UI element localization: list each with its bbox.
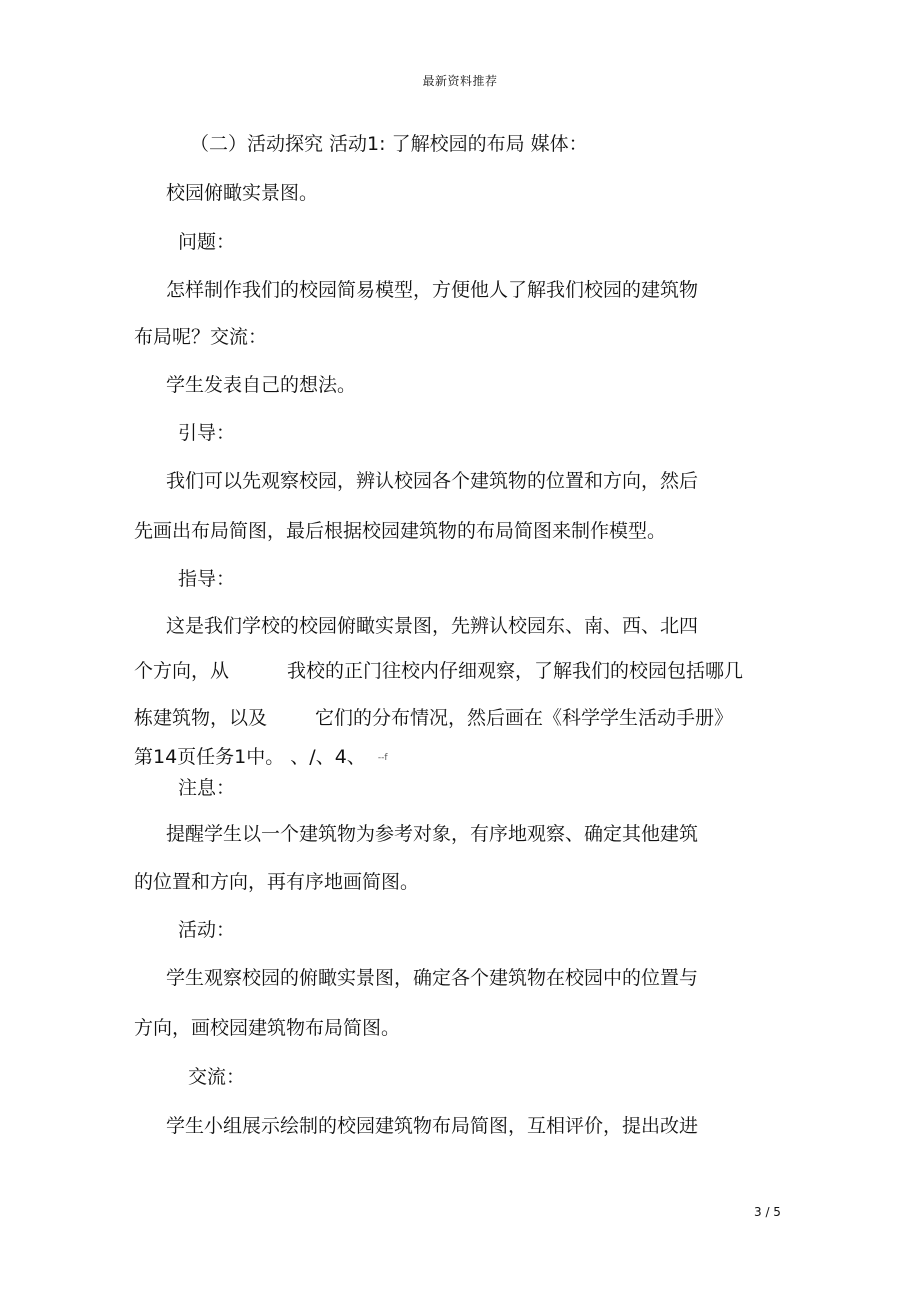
text-segment: 它们的分布情况，然后画在《科学学生活动手册》: [315, 707, 734, 729]
section-heading: （二）活动探究 活动1: 了解校园的布局 媒体：: [190, 133, 588, 155]
label-question: 问题：: [178, 231, 236, 253]
paragraph-line: 方向，画校园建筑物布局简图。: [134, 1017, 401, 1039]
label-instruction: 指导：: [178, 568, 236, 590]
paragraph-line: 先画出布局简图，最后根据校园建筑物的布局简图来制作模型。: [134, 520, 667, 542]
label-guide: 引导：: [178, 422, 236, 444]
paragraph-line: 布局呢？交流：: [134, 326, 268, 348]
paragraph-line: 怎样制作我们的校园简易模型，方便他人了解我们校园的建筑物: [166, 279, 699, 301]
paragraph-line: 学生观察校园的俯瞰实景图，确定各个建筑物在校园中的位置与: [166, 967, 699, 989]
text-segment: 第14页任务1中。 、/、4、: [134, 746, 366, 768]
paragraph-line: 校园俯瞰实景图。: [166, 182, 319, 204]
label-exchange: 交流：: [188, 1066, 246, 1088]
paragraph-line: 提醒学生以一个建筑物为参考对象，有序地观察、确定其他建筑: [166, 823, 699, 845]
paragraph-line: 我们可以先观察校园，辨认校园各个建筑物的位置和方向，然后: [166, 470, 699, 492]
label-activity: 活动：: [178, 919, 236, 941]
paragraph-line: 学生小组展示绘制的校园建筑物布局简图，互相评价，提出改进: [166, 1115, 699, 1137]
text-segment: 栋建筑物，以及: [134, 707, 268, 729]
paragraph-line: [134, 659, 743, 683]
paragraph-line: 学生发表自己的想法。: [166, 374, 357, 396]
handwritten-scribble: --f: [377, 752, 388, 763]
text-segment: 我校的正门往校内仔细观察，了解我们的校园包括哪几: [287, 660, 744, 682]
paragraph-line: 的位置和方向，再有序地画简图。: [134, 871, 420, 893]
text-segment: 个方向，从: [134, 660, 230, 682]
paragraph-line: [134, 706, 733, 730]
paragraph-line: [134, 745, 388, 770]
paragraph-line: 这是我们学校的校园俯瞰实景图，先辨认校园东、南、西、北四: [166, 615, 699, 637]
label-note: 注息：: [178, 777, 236, 799]
page-header: 最新资料推荐: [422, 74, 498, 88]
page-number: 3 / 5: [754, 1205, 781, 1219]
